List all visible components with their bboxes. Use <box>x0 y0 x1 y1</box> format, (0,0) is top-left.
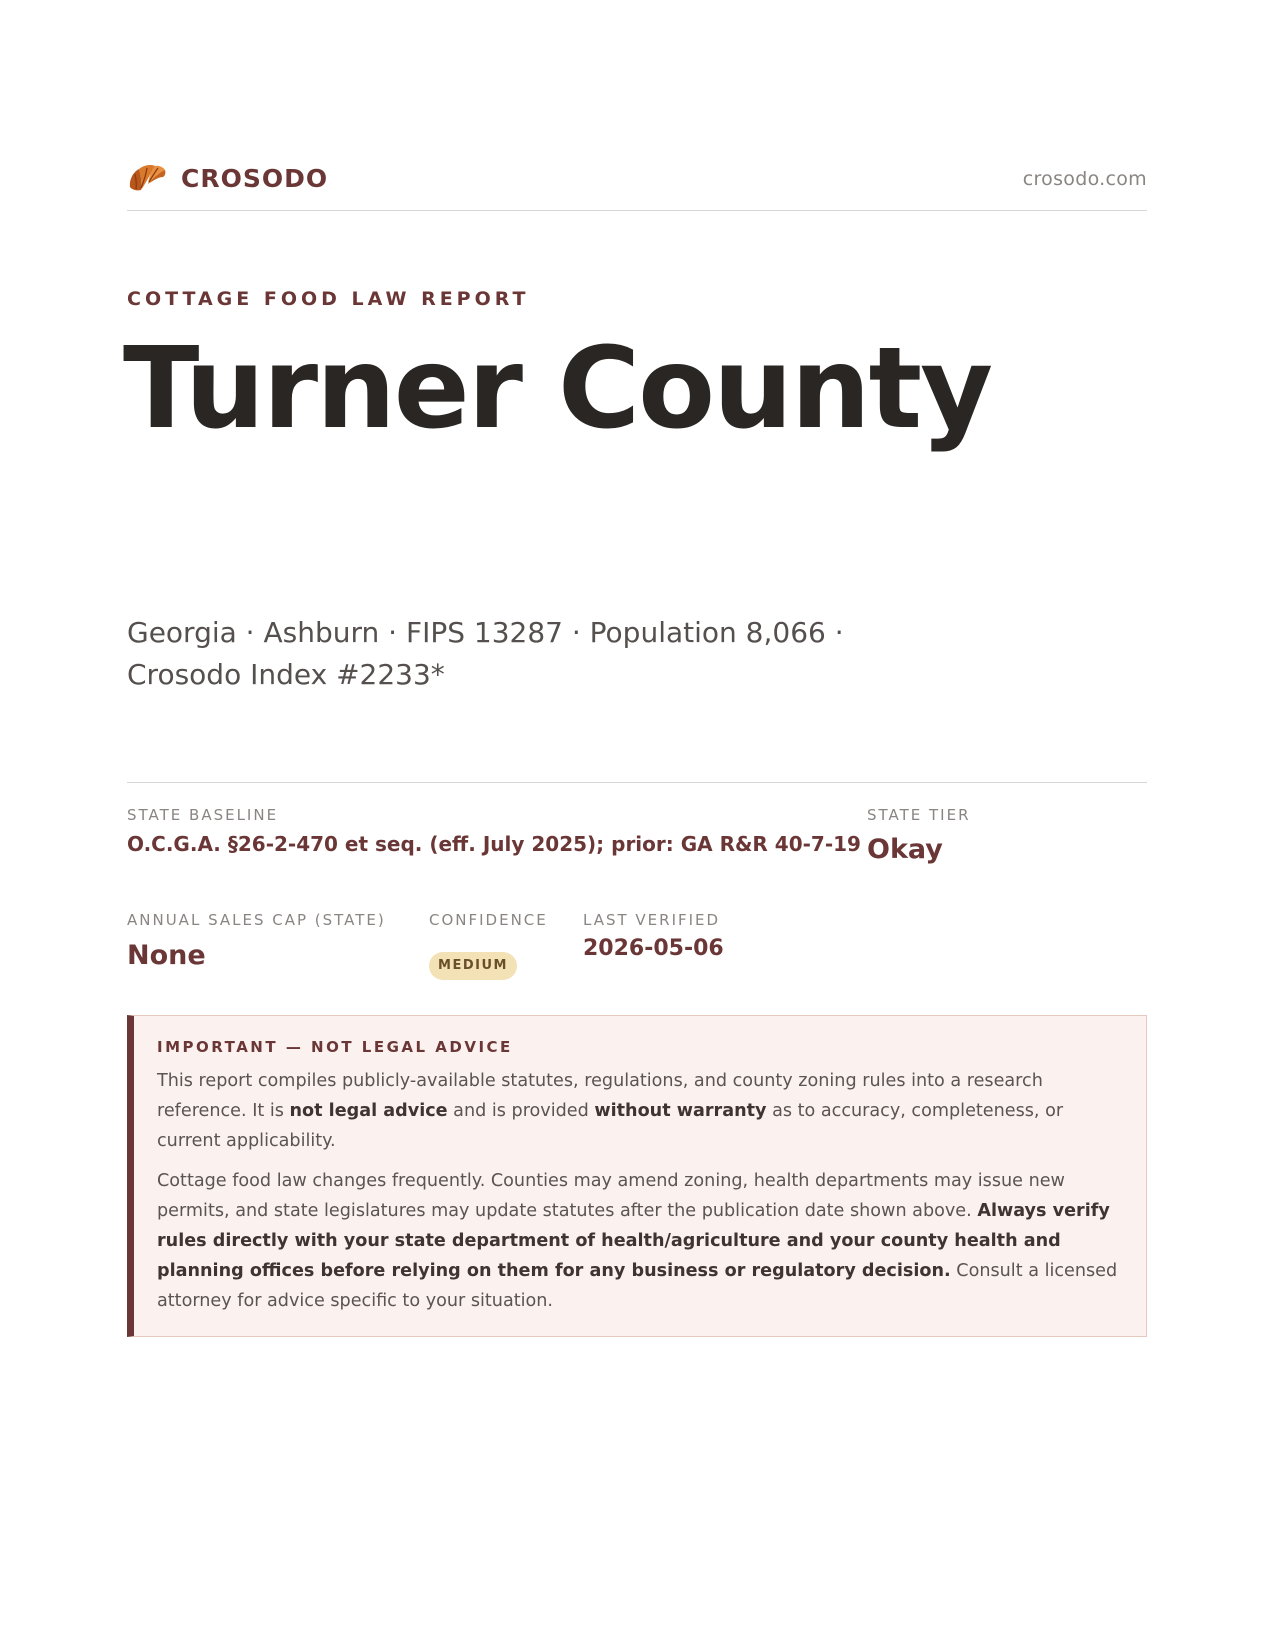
disclaimer-paragraph <box>157 1166 1124 1316</box>
disclaimer-text: as to accuracy, completeness, or current applicability. <box>157 1101 1064 1151</box>
page-title: Turner County <box>123 324 992 454</box>
legal-disclaimer <box>127 1015 1147 1337</box>
sales-cap-label: ANNUAL SALES CAP (STATE) <box>127 911 386 929</box>
disclaimer-emphasis: not legal advice <box>289 1101 448 1121</box>
croissant-icon <box>127 160 167 196</box>
disclaimer-text: Cottage food law changes frequently. Counties may amend zoning, health departments may issue new permits, and state legislatures may update statutes after the publication date shown above. <box>157 1171 1065 1221</box>
report-type-label: COTTAGE FOOD LAW REPORT <box>127 288 530 310</box>
brand-name: CROSODO <box>181 163 329 193</box>
last-verified-label: LAST VERIFIED <box>583 911 721 929</box>
county-summary: Georgia · Ashburn · FIPS 13287 · Population 8,066 · Crosodo Index #2233* <box>127 616 844 691</box>
disclaimer-text: This report compiles publicly-available statutes, regulations, and county zoning rules into a research reference. It is <box>157 1071 1043 1121</box>
section-divider <box>127 782 1147 783</box>
disclaimer-text: and is provided <box>447 1101 595 1121</box>
confidence-label: CONFIDENCE <box>429 911 548 929</box>
last-verified-value: 2026-05-06 <box>583 936 724 961</box>
site-url[interactable]: crosodo.com <box>1022 168 1147 190</box>
page-header <box>127 156 1147 211</box>
disclaimer-emphasis: without warranty <box>594 1101 767 1121</box>
state-baseline-label: STATE BASELINE <box>127 806 279 824</box>
state-tier-label: STATE TIER <box>867 806 971 824</box>
state-baseline-value: O.C.G.A. §26-2-470 et seq. (eff. July 2025); prior: GA R&R 40-7-19 <box>127 832 861 856</box>
confidence-badge: MEDIUM <box>429 952 517 980</box>
disclaimer-heading: IMPORTANT — NOT LEGAL ADVICE <box>157 1038 513 1056</box>
disclaimer-paragraph <box>157 1066 1124 1156</box>
state-tier-value: Okay <box>867 834 943 865</box>
brand <box>127 160 328 196</box>
sales-cap-value: None <box>127 940 206 971</box>
disclaimer-text: Consult a licensed attorney for advice specific to your situation. <box>157 1261 1118 1311</box>
disclaimer-emphasis: Always verify rules directly with your state department of health/agriculture and your county health and planning offices before relying on them for any business or regulatory decision. <box>157 1201 1110 1281</box>
